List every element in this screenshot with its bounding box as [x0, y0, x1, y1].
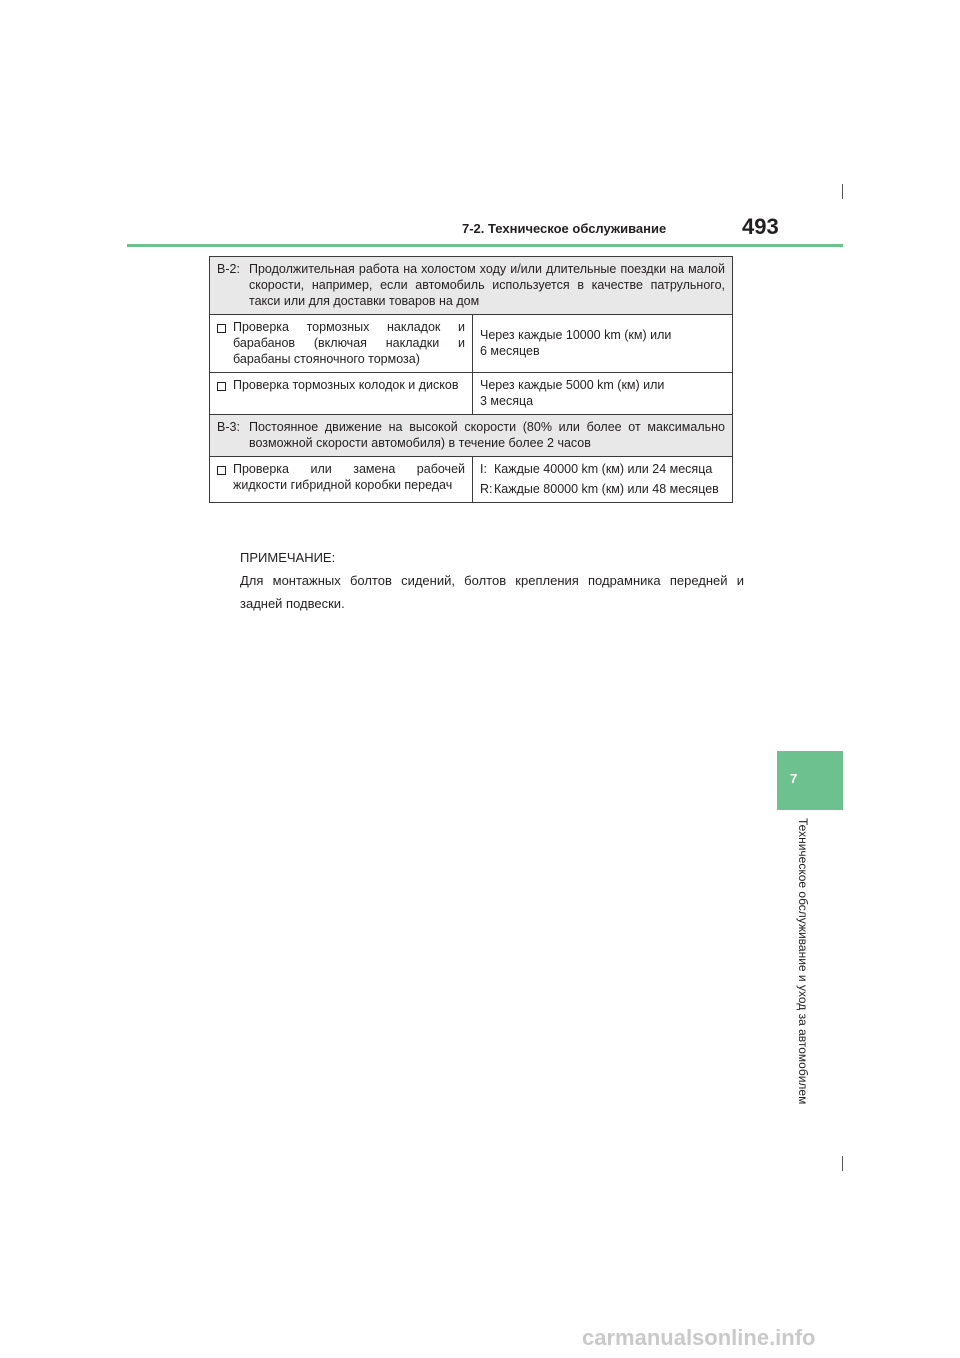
interval-key: I:: [480, 462, 487, 476]
interval-line: 3 месяца: [480, 394, 534, 408]
condition-cell: [210, 257, 733, 315]
table-row: [210, 457, 733, 503]
crop-mark-top: [842, 184, 843, 199]
item-text: Проверка тормозных колодок и дисков: [233, 378, 459, 392]
note-text: Для монтажных болтов сидений, болтов крепления подрамника передней и задней подвески.: [240, 573, 744, 611]
note-title: ПРИМЕЧАНИЕ:: [240, 550, 336, 565]
table-row: [210, 315, 733, 373]
interval-line: 6 месяцев: [480, 344, 540, 358]
condition-cell: [210, 415, 733, 457]
interval-line: Через каждые 10000 km (км) или: [480, 328, 672, 342]
interval-cell: [473, 315, 733, 373]
interval-row: [480, 481, 725, 497]
condition-text: Постоянное движение на высокой скорости (80% или более от максимально возможной скорости автомобиля) в течение более 2 часов: [249, 420, 725, 450]
condition-text: Продолжительная работа на холостом ходу и/или длительные поездки на малой скорости, например, если автомобиль используется в качестве патрульного, такси или для доставки товаров на дом: [249, 262, 725, 308]
page-number: 493: [742, 214, 779, 239]
interval-line: Через каждые 5000 km (км) или: [480, 378, 665, 392]
checkbox-icon: [217, 463, 229, 479]
chapter-side-label: Техническое обслуживание и уход за автомобилем: [796, 818, 810, 1105]
condition-code: B-2:: [217, 262, 240, 276]
condition-code: B-3:: [217, 420, 240, 434]
table-row: [210, 415, 733, 457]
interval-value: Каждые 40000 km (км) или 24 месяца: [494, 462, 713, 476]
checkbox-icon: [217, 379, 229, 395]
crop-mark-bottom: [842, 1156, 843, 1171]
interval-cell: [473, 373, 733, 415]
chapter-number: 7: [790, 771, 798, 786]
interval-cell: [473, 457, 733, 503]
note-block: [240, 546, 744, 615]
item-text: Проверка или замена рабочей жидкости гибридной коробки передач: [233, 462, 465, 492]
maintenance-table: [209, 256, 733, 503]
table-row: [210, 373, 733, 415]
section-title: 7-2. Техническое обслуживание: [462, 221, 667, 236]
item-cell: [210, 373, 473, 415]
checkbox-icon: [217, 321, 229, 337]
interval-key: R:: [480, 482, 493, 496]
header-rule: [127, 244, 843, 247]
watermark: carmanualsonline.info: [582, 1325, 816, 1350]
table-row: [210, 257, 733, 315]
interval-value: Каждые 80000 km (км) или 48 месяцев: [494, 482, 719, 496]
interval-row: [480, 461, 725, 477]
item-cell: [210, 457, 473, 503]
item-text: Проверка тормозных накладок и барабанов (включая накладки и барабаны стояночного тормоза): [233, 320, 465, 366]
item-cell: [210, 315, 473, 373]
chapter-tab: [777, 751, 843, 810]
